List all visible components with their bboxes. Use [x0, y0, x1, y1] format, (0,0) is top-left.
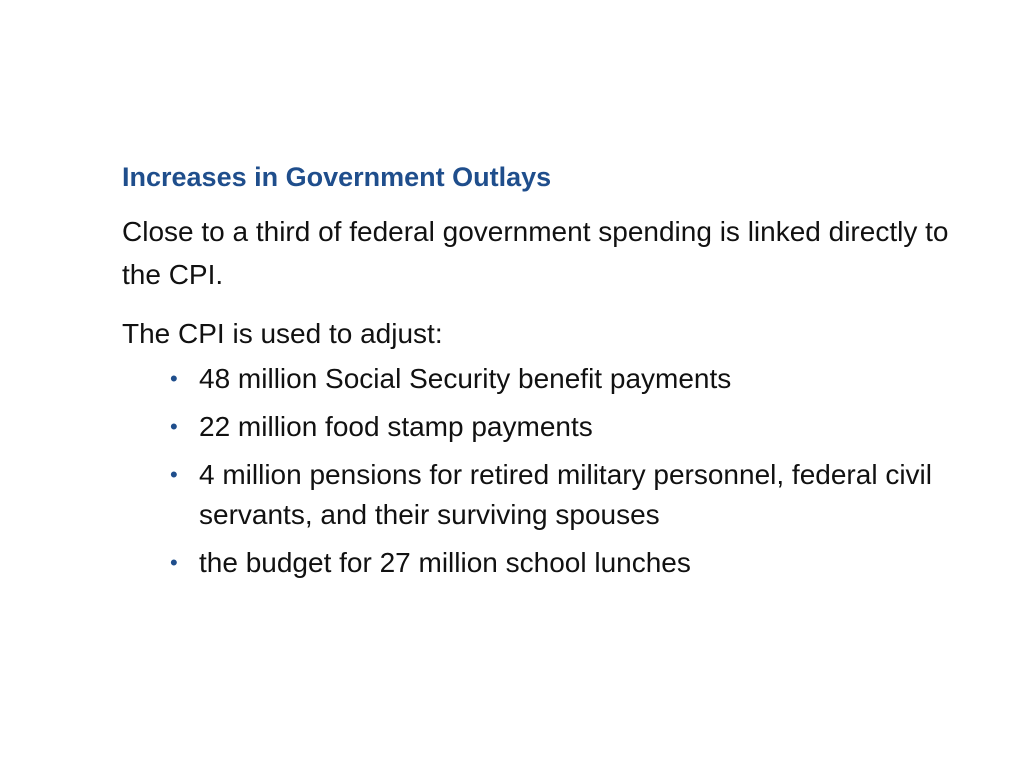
bullet-item-food-stamps — [170, 407, 960, 447]
bullet-text: 48 million Social Security benefit payments — [199, 363, 732, 394]
bullet-item-school-lunches — [170, 543, 960, 583]
bullet-text: the budget for 27 million school lunches — [199, 547, 691, 578]
bullet-text: 22 million food stamp payments — [199, 411, 593, 442]
bullet-list — [170, 359, 960, 583]
intro-paragraph: Close to a third of federal government spending is linked directly to the CPI. — [122, 216, 949, 290]
slide-content — [122, 158, 992, 591]
bullet-icon: • — [170, 550, 178, 575]
list-intro-paragraph: The CPI is used to adjust: — [122, 318, 443, 349]
bullet-icon: • — [170, 366, 178, 391]
bullet-icon: • — [170, 414, 178, 439]
bullet-text: 4 million pensions for retired military personnel, federal civil servants, and their surviving spouses — [199, 459, 932, 530]
bullet-item-social-security — [170, 359, 960, 399]
slide-heading: Increases in Government Outlays — [122, 162, 552, 192]
bullet-item-pensions — [170, 455, 960, 535]
bullet-icon: • — [170, 462, 178, 487]
